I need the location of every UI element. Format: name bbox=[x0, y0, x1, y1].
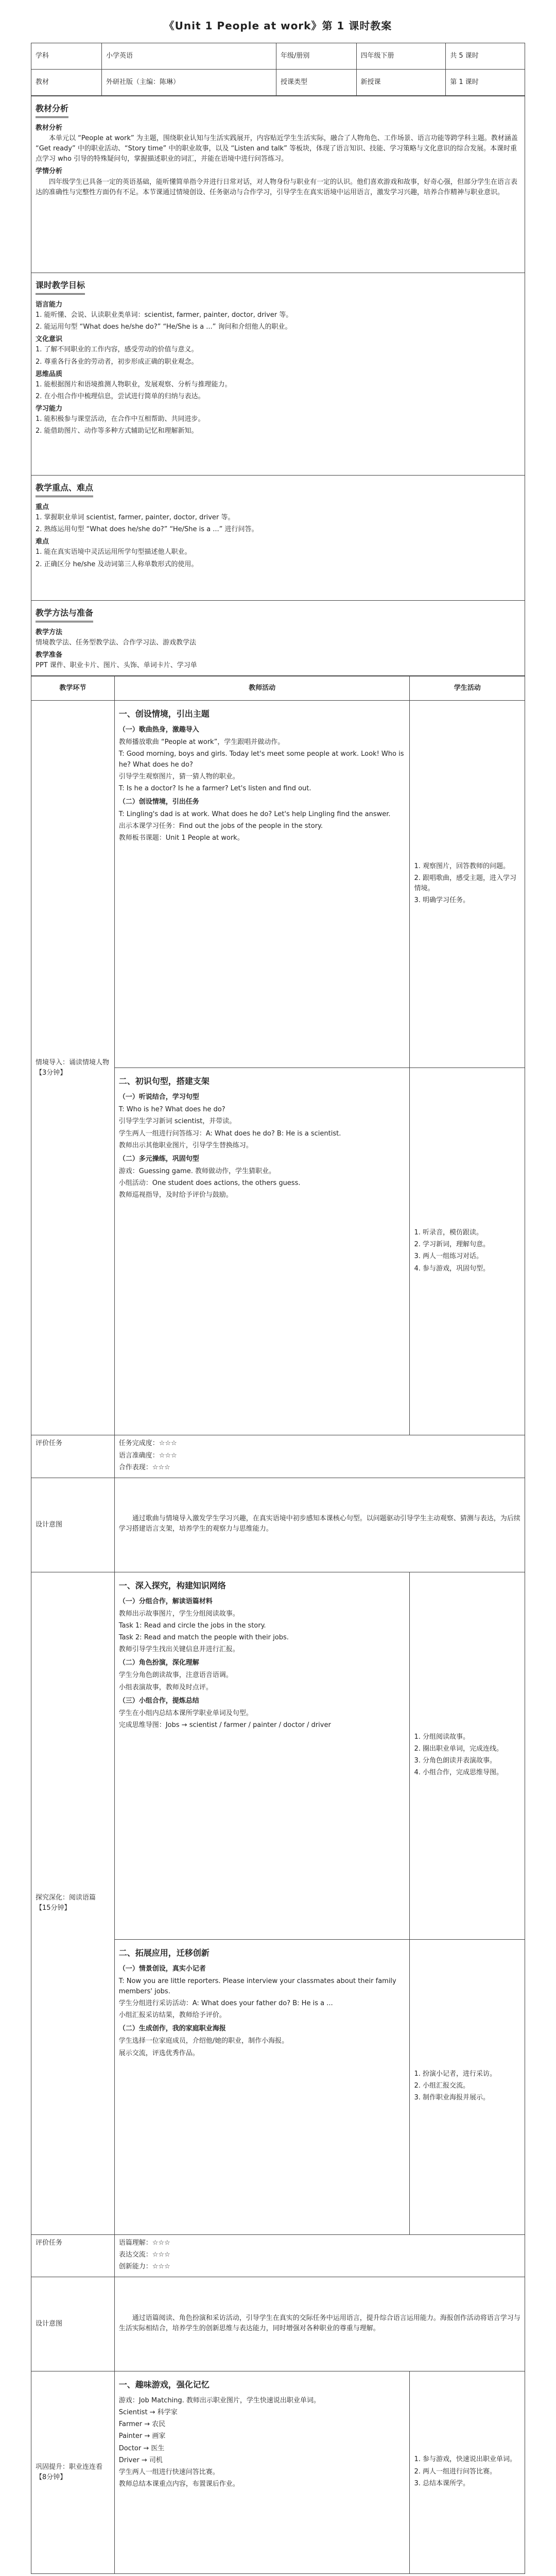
step: 学生选择一位家庭成员，介绍他/她的职业，制作小海报。 bbox=[118, 2037, 289, 2045]
part-title: （一）情景创设，真实小记者 bbox=[118, 1964, 206, 1973]
content-title: 教材分析 bbox=[36, 124, 63, 132]
student-act: 2. 学习新词，理解句意。 bbox=[414, 1241, 490, 1249]
student-act: 3. 分角色朗读并表演故事。 bbox=[414, 1756, 497, 1765]
design-text: 通过歌曲与情境导入激发学生学习兴趣，在真实语境中初步感知本课核心句型。以问题驱动引导学生主动观察、猜测与表达，为后续学习搭建语言支架，培养学生的观察力与思维能力。 bbox=[118, 1515, 520, 1533]
student-act: 1. 参与游戏，快速说出职业单词。 bbox=[414, 2455, 517, 2464]
block-title: 一、创设情境，引出主题 bbox=[118, 709, 210, 719]
prep-text: PPT 课件、职业卡片、图片、头饰、单词卡片、学习单 bbox=[36, 662, 197, 670]
step: T: Lingling's dad is at work. What does he do? Let's help Lingling find the answer. bbox=[118, 810, 391, 819]
part-title: （一）歌曲热身，激趣导入 bbox=[118, 726, 199, 734]
info-table bbox=[31, 43, 525, 96]
goals-heading: 课时教学目标 bbox=[36, 279, 85, 295]
step: 小组汇报采访结果，教师给予评价。 bbox=[118, 2011, 226, 2020]
eval-line: 合作表现：☆☆☆ bbox=[118, 1463, 170, 1471]
eval-line: 创新能力：☆☆☆ bbox=[118, 2263, 170, 2271]
content-text: 本单元以 “People at work” 为主题，围绕职业认知与生活实践展开，内容贴近学生生活实际，融合了人物角色、工作场景、语言功能等跨学科主题。教材涵盖 “Get ready” 中的职业活动、“Story time” 中的职业故事，以及 “Listen and talk” 等板块，体现了语言知识、技能、学习策略与文化意识的综合发展。本课时重点学习 who 引导的特殊疑问句，掌握描述职业的词汇，并能在语境中进行问答练习。 bbox=[36, 134, 518, 163]
step: 学生两人一组进行问答练习：A: What does he do? B: He is a scientist. bbox=[118, 1129, 341, 1138]
step: Farmer → 农民 bbox=[118, 2420, 166, 2429]
step: 教师板书课题：Unit 1 People at work。 bbox=[118, 834, 244, 842]
eval-label: 评价任务 bbox=[31, 1435, 115, 1478]
design-label: 设计意图 bbox=[31, 1478, 115, 1572]
student-act: 2. 圈出职业单词，完成连线。 bbox=[414, 1744, 503, 1753]
design-text: 通过语篇阅读、角色扮演和采访活动，引导学生在真实的交际任务中运用语言，提升综合语言运用能力。海报创作活动将语言学习与生活实际相结合，培养学生的创新思维与表达能力，同时增强对各种职业的尊重与理解。 bbox=[118, 2314, 520, 2332]
analysis-table bbox=[31, 96, 525, 676]
step: 游戏：Guessing game. 教师做动作，学生猜职业。 bbox=[118, 1167, 275, 1175]
method-text: 情境教学法、任务型教学法、合作学习法、游戏教学法 bbox=[36, 638, 197, 647]
prep-title: 教学准备 bbox=[36, 651, 63, 659]
step: T: Is he a doctor? Is he a farmer? Let's listen and find out. bbox=[118, 784, 311, 792]
student-act: 4. 小组合作，完成思维导图。 bbox=[414, 1768, 503, 1776]
student-act: 1. 分组阅读故事。 bbox=[414, 1733, 470, 1741]
student-act: 2. 两人一组进行问答比赛。 bbox=[414, 2467, 497, 2476]
step: 小组表演故事，教师及时点评。 bbox=[118, 1683, 213, 1691]
info-cell: 第 1 课时 bbox=[446, 70, 525, 96]
step: 教师总结本课重点内容，布置课后作业。 bbox=[118, 2480, 239, 2488]
step: Scientist → 科学家 bbox=[118, 2409, 178, 2417]
student-text: 四年级学生已具备一定的英语基础，能听懂简单指令并进行日常对话，对人物身份与职业有一定的认识。他们喜欢游戏和故事，好奇心强，但部分学生在语言表达的准确性与完整性方面仍有不足。本节课通过情境创设、任务驱动与合作学习，引导学生在真实语境中运用语言，激发学习兴趣，培养合作精神与职业意识。 bbox=[36, 178, 518, 196]
step: 学生分角色朗读故事，注意语音语调。 bbox=[118, 1671, 233, 1680]
student-act: 3. 两人一组练习对话。 bbox=[414, 1252, 483, 1261]
info-cell: 教材 bbox=[31, 70, 102, 96]
step: 教师出示其他职业图片，引导学生替换练习。 bbox=[118, 1141, 253, 1149]
step: 学生分组进行采访活动：A: What does your father do? B: He is a ... bbox=[118, 1999, 333, 2007]
key-title: 重点 bbox=[36, 503, 49, 511]
step: Task 2: Read and match the people with their jobs. bbox=[118, 1634, 289, 1641]
col-header: 教学环节 bbox=[31, 676, 115, 701]
student-act: 3. 制作职业海报并展示。 bbox=[414, 2094, 490, 2102]
info-cell: 外研社版（主编：陈琳） bbox=[102, 70, 276, 96]
step: 游戏：Job Matching. 教师出示职业图片，学生快速说出职业单词。 bbox=[118, 2397, 320, 2404]
part-title: （二）角色扮演，深化理解 bbox=[118, 1659, 199, 1667]
eval-label: 评价任务 bbox=[31, 2234, 115, 2277]
info-cell: 新授课 bbox=[356, 70, 446, 96]
diff-line: 1. 能在真实语境中灵活运用所学句型描述他人职业。 bbox=[36, 548, 192, 556]
step: Driver → 司机 bbox=[118, 2456, 163, 2464]
goal-title: 学习能力 bbox=[36, 405, 63, 413]
block-title: 二、拓展应用，迁移创新 bbox=[118, 1947, 210, 1958]
student-act: 4. 参与游戏，巩固句型。 bbox=[414, 1264, 490, 1273]
eval-line: 任务完成度：☆☆☆ bbox=[118, 1439, 177, 1448]
step: 引导学生观察图片，猜一猜人物的职业。 bbox=[118, 772, 239, 781]
col-header: 学生活动 bbox=[410, 676, 525, 701]
keypoints-heading: 教学重点、难点 bbox=[36, 482, 93, 497]
method-title: 教学方法 bbox=[36, 628, 63, 636]
student-act: 3. 总结本课所学。 bbox=[414, 2479, 470, 2487]
block-title: 二、初识句型，搭建支架 bbox=[118, 1076, 210, 1087]
col-header: 教师活动 bbox=[114, 676, 410, 701]
goal-line: 1. 能听懂、会说、认读职业类单词：scientist, farmer, painter, doctor, driver 等。 bbox=[36, 311, 293, 319]
step: T: Now you are little reporters. Please interview your classmates about their family members' jobs. bbox=[118, 1977, 396, 1995]
step: 教师巡视指导，及时给予评价与鼓励。 bbox=[118, 1191, 233, 1199]
student-act: 1. 听录音，模仿跟读。 bbox=[414, 1229, 483, 1237]
student-title: 学情分析 bbox=[36, 167, 63, 176]
goal-line: 2. 能借助图片、动作等多种方式辅助记忆和理解新知。 bbox=[36, 427, 198, 435]
step: T: Good morning, boys and girls. Today let's meet some people at work. Look! Who is he? What does he do? bbox=[118, 750, 404, 769]
key-line: 1. 掌握职业单词 scientist, farmer, painter, doctor, driver 等。 bbox=[36, 513, 235, 521]
step: 完成思维导图：Jobs → scientist / farmer / painter / doctor / driver bbox=[118, 1721, 331, 1729]
student-act: 2. 跟唱歌曲，感受主题，进入学习情境。 bbox=[414, 874, 517, 892]
design-label: 设计意图 bbox=[31, 2277, 115, 2371]
step: Task 1: Read and circle the jobs in the story. bbox=[118, 1621, 266, 1630]
goal-line: 2. 能运用句型 “What does he/she do?” “He/She is a ...” 询问和介绍他人的职业。 bbox=[36, 323, 292, 331]
step: Doctor → 医生 bbox=[118, 2444, 165, 2452]
key-line: 2. 熟练运用句型 “What does he/she do?” “He/She is a ...” 进行问答。 bbox=[36, 526, 258, 534]
diff-title: 难点 bbox=[36, 538, 49, 546]
stage-name: 巩固提升：职业连连看【8分钟】 bbox=[36, 2463, 103, 2482]
goal-line: 2. 尊重各行各业的劳动者，初步形成正确的职业观念。 bbox=[36, 358, 198, 366]
info-cell: 学科 bbox=[31, 43, 102, 70]
part-title: （二）生成创作，我的家庭职业海报 bbox=[118, 2025, 226, 2033]
eval-line: 表达交流：☆☆☆ bbox=[118, 2250, 170, 2259]
part-title: （一）分组合作，解读语篇材料 bbox=[118, 1597, 213, 1605]
goal-line: 1. 能积极参与课堂活动，在合作中互相帮助、共同进步。 bbox=[36, 415, 205, 423]
info-cell: 共 5 课时 bbox=[446, 43, 525, 70]
step: 教师出示故事图片，学生分组阅读故事。 bbox=[118, 1609, 239, 1618]
step: Painter → 画家 bbox=[118, 2432, 166, 2441]
info-cell: 四年级下册 bbox=[356, 43, 446, 70]
step: 小组活动：One student does actions, the others guess. bbox=[118, 1179, 301, 1188]
block-title: 一、深入探究，构建知识网络 bbox=[118, 1580, 226, 1590]
student-act: 2. 小组汇报交流。 bbox=[414, 2082, 470, 2090]
stage-name: 情境导入：诵读情境人物【3分钟】 bbox=[36, 1058, 110, 1077]
stage-name: 探究深化：阅读语篇【15分钟】 bbox=[36, 1894, 96, 1912]
step: 教师播放歌曲 “People at work”，学生跟唱并做动作。 bbox=[118, 738, 285, 747]
goal-line: 1. 能根据图片和语境推测人物职业，发展观察、分析与推理能力。 bbox=[36, 380, 232, 388]
goal-title: 文化意识 bbox=[36, 335, 63, 344]
part-title: （一）听说结合，学习句型 bbox=[118, 1093, 199, 1101]
block-title: 一、趣味游戏，强化记忆 bbox=[118, 2380, 210, 2390]
info-cell: 小学英语 bbox=[102, 43, 276, 70]
student-act: 3. 明确学习任务。 bbox=[414, 896, 470, 904]
step: 出示本课学习任务：Find out the jobs of the people in the story. bbox=[118, 822, 323, 831]
document-title: 《Unit 1 People at work》第 1 课时教案 bbox=[164, 20, 392, 32]
step: 教师引导学生找出关键信息并进行汇报。 bbox=[118, 1646, 239, 1654]
eval-line: 语篇理解：☆☆☆ bbox=[118, 2239, 170, 2247]
part-title: （二）创设情境，引出任务 bbox=[118, 798, 199, 806]
info-cell: 年级/册别 bbox=[276, 43, 356, 70]
methods-heading: 教学方法与准备 bbox=[36, 607, 93, 622]
goal-title: 语言能力 bbox=[36, 300, 63, 309]
student-act: 1. 扮演小记者，进行采访。 bbox=[414, 2070, 497, 2078]
part-title: （三）小组合作，提炼总结 bbox=[118, 1697, 199, 1705]
student-act: 1. 观察图片，回答教师的问题。 bbox=[414, 862, 510, 870]
eval-line: 语言准确度：☆☆☆ bbox=[118, 1451, 177, 1460]
step: 学生两人一组进行快速问答比赛。 bbox=[118, 2468, 219, 2476]
part-title: （二）多元操练，巩固句型 bbox=[118, 1155, 199, 1163]
step: 引导学生学习新词 scientist，并带读。 bbox=[118, 1117, 236, 1126]
process-table bbox=[31, 676, 525, 2574]
analysis-heading: 教材分析 bbox=[36, 103, 68, 118]
goal-line: 2. 在小组合作中梳理信息，尝试进行简单的归纳与表达。 bbox=[36, 392, 205, 400]
step: T: Who is he? What does he do? bbox=[118, 1106, 225, 1114]
step: 学生在小组内总结本课所学职业单词及句型。 bbox=[118, 1709, 253, 1717]
goal-line: 1. 了解不同职业的工作内容，感受劳动的价值与意义。 bbox=[36, 346, 198, 354]
goal-title: 思维品质 bbox=[36, 370, 63, 378]
info-cell: 授课类型 bbox=[276, 70, 356, 96]
lesson-plan-page bbox=[31, 18, 525, 2574]
diff-line: 2. 正确区分 he/she 及动词第三人称单数形式的使用。 bbox=[36, 560, 198, 568]
step: 展示交流，评选优秀作品。 bbox=[118, 2049, 199, 2057]
